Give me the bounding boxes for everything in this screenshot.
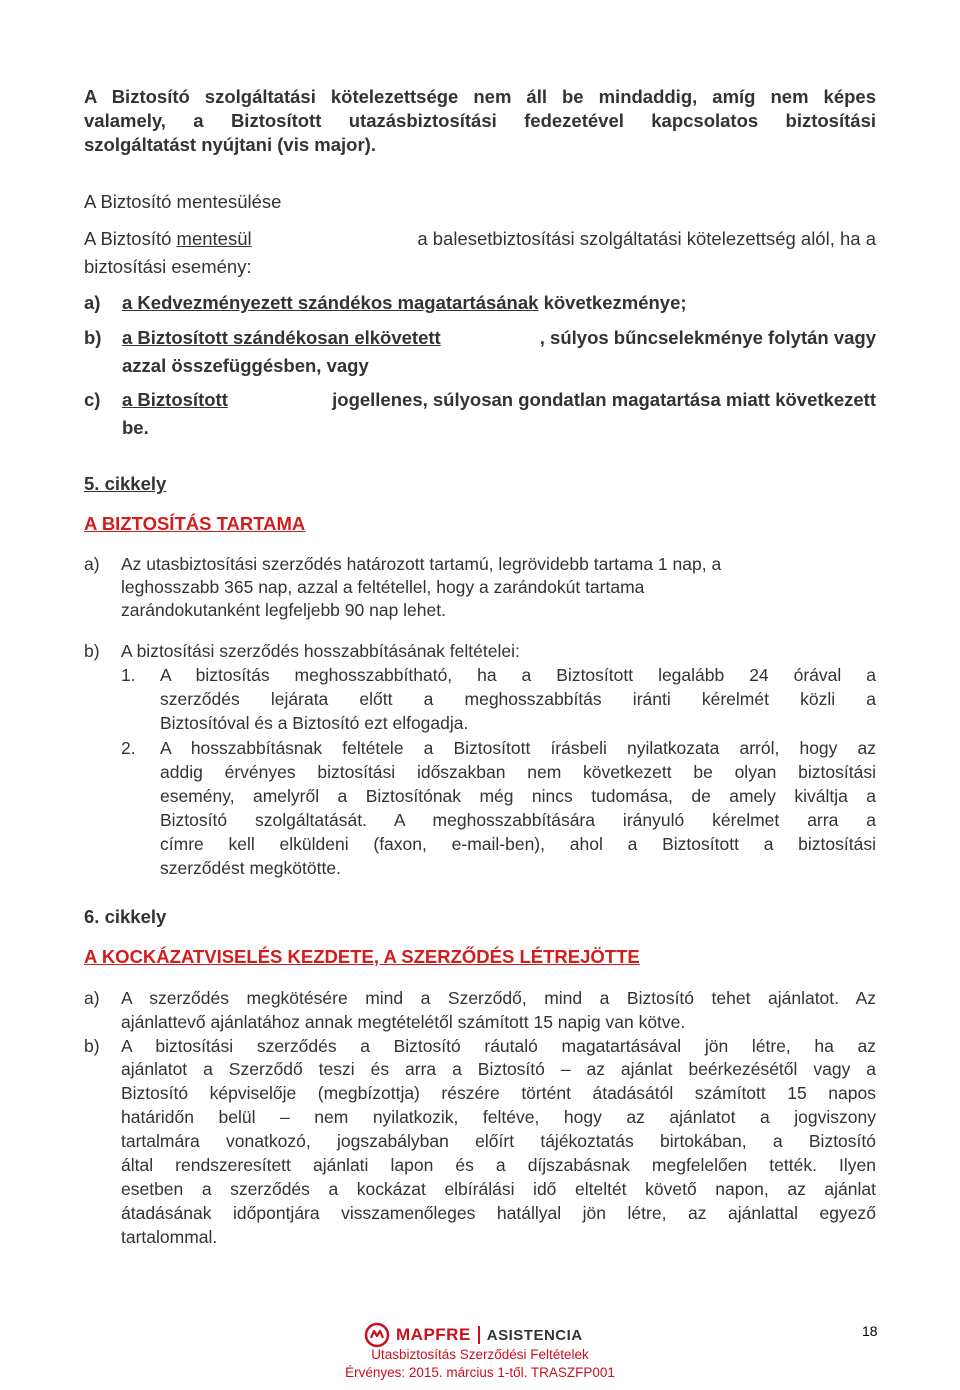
mapfre-emblem-icon [364, 1322, 390, 1348]
footer-validity: Érvényes: 2015. március 1-től. TRASZFP001 [345, 1365, 615, 1380]
article-5-n2-line-5: címre kell elküldeni (faxon, e-mail-ben), ahol a Biztosított a biztosítási [160, 834, 876, 854]
article-6-b-line-5: tartalmára vonatkozó, jogszabályban előírt tájékoztatás birtokában, a Biztosító [121, 1131, 876, 1151]
exemption-item-c-line-2: be. [122, 417, 149, 438]
article-5-n2-line-1: A hosszabbításnak feltétele a Biztosított írásbeli nyilatkozata arról, hogy az [160, 738, 876, 758]
article-5-a-line-3: zarándokutanként legfeljebb 90 nap lehet. [121, 600, 446, 620]
exemption-item-a-underlined: a Kedvezményezett szándékos magatartásának [122, 292, 539, 313]
article-5-n1-line-3: Biztosítóval és a Biztosító ezt elfogadja. [160, 713, 469, 733]
exemption-item-b-line-2: azzal összefüggésben, vagy [122, 355, 369, 376]
list-label-c: c) [84, 389, 101, 410]
exemption-text-rest: a balesetbiztosítási szolgáltatási kötelezettség alól, ha a [417, 228, 876, 249]
article-5-heading: 5. cikkely [84, 473, 167, 494]
article-5-n1-line-2: szerződés lejárata előtt a meghosszabbítás iránti kérelmét közli a [160, 689, 876, 709]
brand-mapfre: MAPFRE [396, 1325, 471, 1344]
exemption-item-c-underlined: a Biztosított [122, 389, 228, 410]
mapfre-asistencia-logo [364, 1322, 583, 1348]
article-5-num-2: 2. [121, 738, 136, 758]
article-5-label-a: a) [84, 554, 100, 574]
article-5-label-b: b) [84, 641, 100, 661]
exemption-paragraph-line-1 [84, 228, 876, 250]
article-5-a-line-2: leghosszabb 365 nap, azzal a feltétellel, hogy a zarándokút tartama [121, 577, 645, 597]
intro-line-3: szolgáltatást nyújtani (vis major). [84, 134, 376, 155]
brand-asistencia: ASISTENCIA [486, 1326, 583, 1344]
exemption-title: A Biztosító mentesülése [84, 191, 282, 212]
list-label-b: b) [84, 327, 102, 348]
article-6-b-line-7: esetben a szerződés a kockázat elbírálási idő elteltét követő napon, az ajánlat [121, 1179, 876, 1199]
list-label-a: a) [84, 292, 101, 313]
article-5-n2-line-6: szerződést megkötötte. [160, 858, 341, 878]
article-5-n2-line-4: Biztosító szolgáltatását. A meghosszabbítására irányuló kérelmet arra a [160, 810, 876, 830]
article-6-b-line-3: Biztosító képviselője (megbízottja) részére történt átadásától számított 15 napos [121, 1083, 876, 1103]
article-6-b-line-9: tartalommal. [121, 1227, 218, 1247]
article-6-b-line-6: által rendszeresített ajánlati lapon és a díjszabásnak megfelelően tették. Ilyen [121, 1155, 876, 1175]
exemption-item-a [122, 292, 687, 314]
article-5-b-line-1: A biztosítási szerződés hosszabbításának feltételei: [121, 641, 520, 661]
exemption-item-c-line-1 [122, 389, 876, 411]
article-6-heading: 6. cikkely [84, 906, 167, 927]
exemption-item-a-rest: következménye; [543, 292, 687, 313]
intro-line-2: valamely, a Biztosított utazásbiztosítási fedezetével kapcsolatos biztosítási [84, 110, 876, 131]
exemption-item-c-rest: jogellenes, súlyosan gondatlan magatartása miatt következett [332, 389, 876, 410]
exemption-item-b-underlined: a Biztosított szándékosan elkövetett [122, 327, 441, 348]
exemption-item-b-line-1 [122, 327, 876, 349]
article-5-num-1: 1. [121, 665, 136, 685]
article-6-a-line-2: ajánlattevő ajánlatához annak megtételétől számított 15 napig van kötve. [121, 1012, 686, 1032]
article-5-n2-line-2: addig érvényes biztosítási időszakban nem következett be olyan biztosítási [160, 762, 876, 782]
footer-document-title: Utasbiztosítás Szerződési Feltételek [371, 1347, 589, 1362]
exemption-keyword: mentesül [176, 228, 252, 249]
exemption-text: A Biztosító [84, 228, 172, 249]
article-6-b-line-2: ajánlatot a Szerződő teszi és arra a Biztosító – az ajánlat beérkezésétől vagy a [121, 1059, 876, 1079]
exemption-item-b-rest: , súlyos bűncselekménye folytán vagy [539, 327, 876, 348]
page-number: 18 [862, 1323, 878, 1339]
brand-divider [478, 1326, 480, 1344]
intro-line-1: A Biztosító szolgáltatási kötelezettsége nem áll be mindaddig, amíg nem képes [84, 86, 876, 107]
article-5-title: A BIZTOSÍTÁS TARTAMA [84, 513, 306, 534]
article-5-n2-line-3: esemény, amelyről a Biztosítónak még nincs tudomása, de amely kiváltja a [160, 786, 876, 806]
article-6-a-line-1: A szerződés megkötésére mind a Szerződő, mind a Biztosító tehet ajánlatot. Az [121, 988, 876, 1008]
article-6-b-line-4: határidőn belül – nem nyilatkozik, feltéve, hogy az ajánlatot a jogviszony [121, 1107, 876, 1127]
article-6-b-line-1: A biztosítási szerződés a Biztosító ráutaló magatartásával jön létre, ha az [121, 1036, 876, 1056]
article-5-n1-line-1: A biztosítás meghosszabbítható, ha a Biztosított legalább 24 órával a [160, 665, 876, 685]
article-6-b-line-8: átadásának időpontjára visszamenőleges hatállyal jön létre, az ajánlattal egyező [121, 1203, 876, 1223]
article-6-title: A KOCKÁZATVISELÉS KEZDETE, A SZERZŐDÉS LÉTREJÖTTE [84, 946, 640, 967]
exemption-paragraph-line-2: biztosítási esemény: [84, 256, 252, 277]
article-6-label-b: b) [84, 1036, 100, 1056]
article-5-a-line-1: Az utasbiztosítási szerződés határozott tartamú, legrövidebb tartama 1 nap, a [121, 554, 722, 574]
article-6-label-a: a) [84, 988, 100, 1008]
